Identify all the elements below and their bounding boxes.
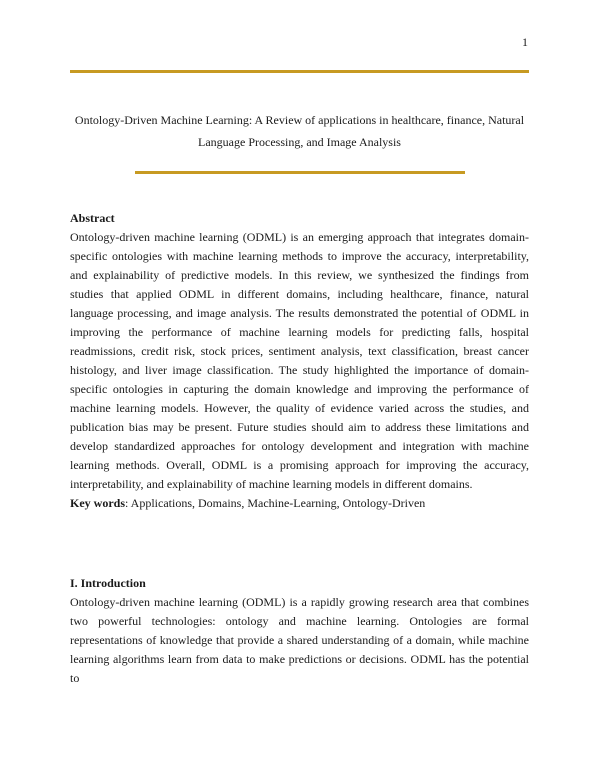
paper-title: Ontology-Driven Machine Learning: A Review of applications in healthcare, finance, Natural Language Processing, and Image Analysis: [74, 113, 525, 149]
abstract-text: Ontology-driven machine learning (ODML) is an emerging approach that integrates domain-specific ontologies with machine learning methods to improve the accuracy, interpretability, and explainability of predictive models. In this review, we synthesized the findings from studies that applied ODML in different domains, including healthcare, finance, natural language processing, and image analysis. The results demonstrated the potential of ODML in improving the performance of machine learning models for predicting falls, hospital readmissions, credit risk, stock prices, sentiment analysis, text classification, breast cancer histology, and liver image classification. The study highlighted the importance of domain-specific ontologies in capturing the domain knowledge and improving the performance of machine learning models. However, the quality of evidence varied across the studies, and publication bias may be present. Future studies should aim to address these limitations and develop standardized approaches for ontology development and integration with machine learning methods. Overall, ODML is a promising approach for improving the accuracy, interpretability, and explainability of machine learning models in different domains.: [70, 230, 529, 491]
page-number: 1: [522, 35, 528, 49]
introduction-section: [70, 574, 529, 688]
introduction-text: Ontology-driven machine learning (ODML) is a rapidly growing research area that combines two powerful technologies: ontology and machine learning. Ontologies are formal representations of knowledge that provide a shared understanding of a domain, while machine learning algorithms learn from data to make predictions or decisions. ODML has the potential to: [70, 595, 529, 685]
introduction-heading: I. Introduction: [70, 576, 146, 590]
keywords-text: Applications, Domains, Machine-Learning, Ontology-Driven: [130, 496, 426, 510]
title-divider: [135, 171, 465, 174]
abstract-section: [70, 209, 529, 513]
keywords-line: [70, 494, 529, 513]
keywords-separator: :: [125, 496, 131, 510]
top-divider: [70, 70, 529, 73]
abstract-heading: Abstract: [70, 211, 115, 225]
keywords-label: Key words: [70, 496, 125, 510]
